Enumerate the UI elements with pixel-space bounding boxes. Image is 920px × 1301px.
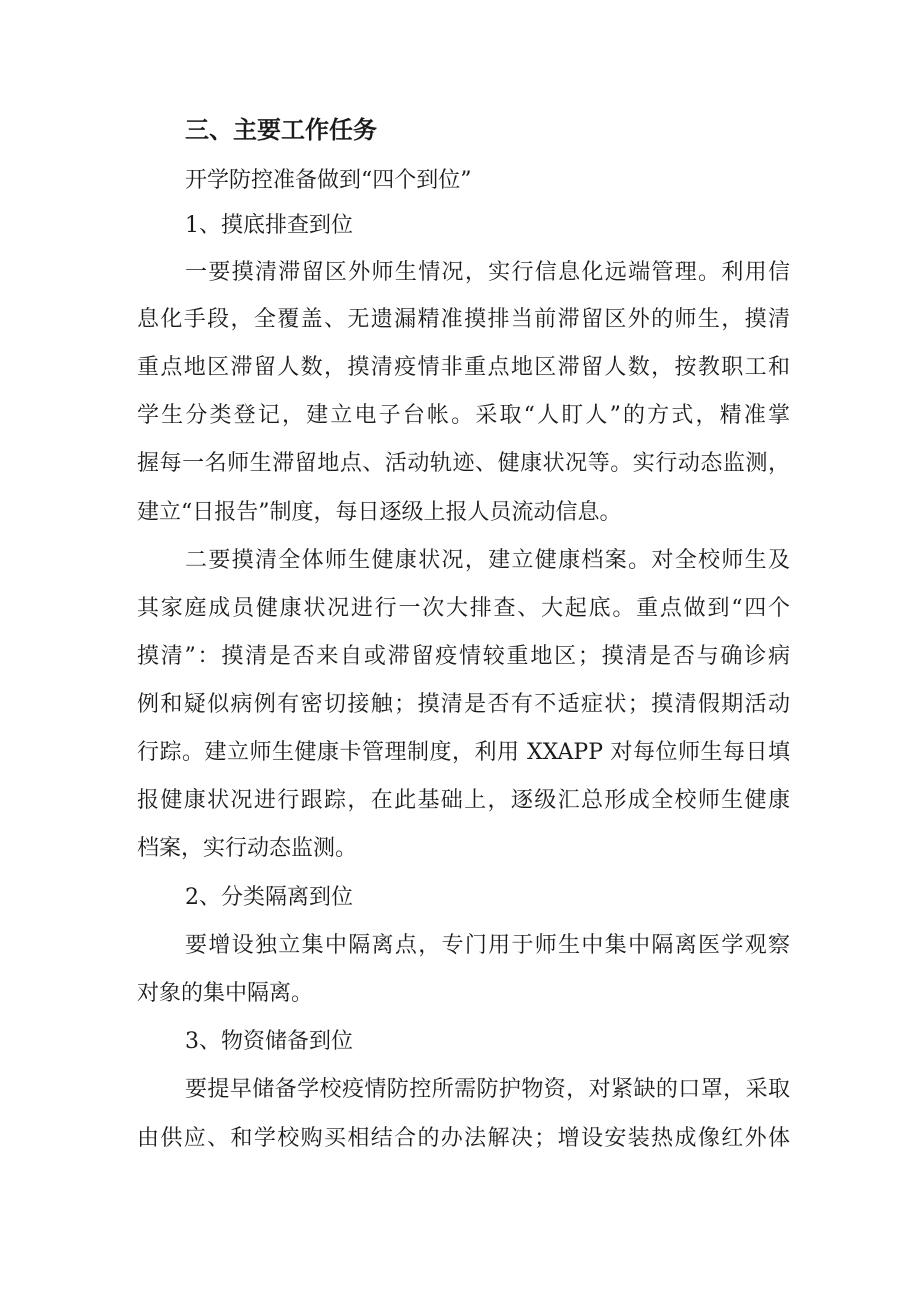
intro-line: 开学防控准备做到“四个到位” bbox=[185, 168, 472, 193]
item1-para2-line: 摸清”：摸清是否来自或滞留疫情较重地区；摸清是否与确诊病 bbox=[137, 644, 790, 669]
item2-para-line: 对象的集中隔离。 bbox=[137, 981, 314, 1006]
item1-para1-line: 一要摸清滞留区外师生情况，实行信息化远端管理。利用信 bbox=[185, 260, 790, 285]
item1-para2-line: 报健康状况进行跟踪，在此基础上，逐级汇总形成全校师生健康 bbox=[137, 788, 790, 813]
item1-para2-line: 其家庭成员健康状况进行一次大排查、大起底。重点做到“四个 bbox=[137, 596, 790, 621]
item1-para1-line: 息化手段，全覆盖、无遗漏精准摸排当前滞留区外的师生，摸清 bbox=[137, 307, 790, 332]
item2-title: 2、分类隔离到位 bbox=[185, 885, 353, 910]
item1-para1-line: 重点地区滞留人数，摸清疫情非重点地区滞留人数，按教职工和 bbox=[137, 355, 790, 380]
item1-para1-line: 学生分类登记，建立电子台帐。采取“人盯人”的方式，精准掌 bbox=[137, 403, 790, 428]
item1-title: 1、摸底排查到位 bbox=[185, 213, 353, 238]
section-heading: 三、主要工作任务 bbox=[185, 116, 377, 144]
item1-para1-line: 建立“日报告”制度，每日逐级上报人员流动信息。 bbox=[137, 500, 622, 525]
item1-para2-line: 档案，实行动态监测。 bbox=[137, 836, 358, 861]
item1-para2-line: 例和疑似病例有密切接触；摸清是否有不适症状；摸清假期活动 bbox=[137, 692, 790, 717]
item1-para2-line: 行踪。建立师生健康卡管理制度，利用 XXAPP 对每位师生每日填 bbox=[137, 740, 790, 765]
item3-para-line: 要提早储备学校疫情防控所需防护物资，对紧缺的口罩，采取 bbox=[185, 1077, 790, 1102]
item3-para-line: 由供应、和学校购买相结合的办法解决；增设安装热成像红外体 bbox=[137, 1126, 790, 1151]
item3-title: 3、物资储备到位 bbox=[185, 1029, 353, 1054]
item1-para2-line: 二要摸清全体师生健康状况，建立健康档案。对全校师生及 bbox=[185, 548, 790, 573]
item2-para-line: 要增设独立集中隔离点，专门用于师生中集中隔离医学观察 bbox=[185, 933, 790, 958]
item1-para1-line: 握每一名师生滞留地点、活动轨迹、健康状况等。实行动态监测， bbox=[137, 451, 790, 476]
